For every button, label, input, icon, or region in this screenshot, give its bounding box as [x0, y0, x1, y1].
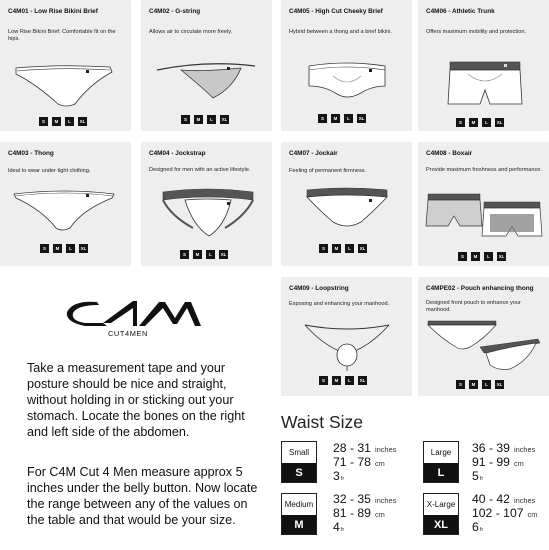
size-s[interactable]: S: [39, 117, 48, 126]
product-description: Ideal to wear under tight clothing.: [8, 168, 91, 174]
product-card-c4m03[interactable]: [0, 142, 131, 266]
size-s[interactable]: S: [456, 118, 465, 127]
size-xl[interactable]: XL: [80, 246, 87, 251]
size-box-x-large: [423, 493, 459, 535]
product-description: Designed front pouch to enhance your manhood.: [426, 300, 521, 314]
product-description: Offers maximum mobility and protection.: [426, 29, 526, 35]
loopstring-illustration: [281, 323, 412, 373]
size-s[interactable]: S: [318, 114, 327, 123]
product-title: C4M04 - Jockstrap: [149, 150, 206, 157]
size-m[interactable]: M: [471, 252, 480, 261]
size-s[interactable]: S: [458, 252, 467, 261]
size-l[interactable]: L: [66, 244, 75, 253]
size-m[interactable]: M: [331, 114, 340, 123]
bikini-brief-illustration: [0, 62, 131, 112]
product-title: C4M08 - Boxair: [426, 150, 473, 157]
size-xl[interactable]: XL: [359, 378, 366, 383]
size-m[interactable]: M: [52, 117, 61, 126]
size-name: Large: [430, 448, 452, 457]
product-card-c4m04[interactable]: [141, 142, 272, 266]
size-l[interactable]: L: [345, 376, 354, 385]
size-code: L: [424, 463, 458, 482]
product-card-c4m05[interactable]: [281, 0, 412, 131]
product-description: Exposing and enhancing your manhood.: [289, 301, 390, 307]
size-name: Medium: [284, 500, 314, 509]
size-options: [318, 114, 366, 123]
cheeky-brief-illustration: [281, 58, 412, 106]
size-l[interactable]: L: [206, 250, 215, 259]
size-m[interactable]: M: [332, 376, 341, 385]
x-large-cm: 102 - 107 cm: [472, 506, 538, 520]
large-fr: 5fr: [472, 469, 484, 483]
product-card-c4m02[interactable]: [141, 0, 272, 131]
size-s[interactable]: S: [319, 376, 328, 385]
product-card-c4mpe02[interactable]: [418, 277, 549, 396]
size-box-medium: [281, 493, 317, 535]
size-options: [456, 380, 504, 389]
size-options: [456, 118, 504, 127]
brand-tagline: CUT4MEN: [108, 329, 148, 338]
size-l[interactable]: L: [482, 380, 491, 389]
size-options: [40, 244, 88, 253]
size-s[interactable]: S: [456, 380, 465, 389]
size-xl[interactable]: XL: [221, 117, 228, 122]
medium-inches: 32 - 35 inches: [333, 492, 397, 506]
product-title: C4M02 - G-string: [149, 8, 201, 15]
product-description: Hybrid between a thong and a brief bikini.: [289, 29, 392, 35]
size-m[interactable]: M: [53, 244, 62, 253]
medium-fr: 4fr: [333, 520, 345, 534]
product-card-c4m07[interactable]: [281, 142, 412, 266]
size-s[interactable]: S: [319, 244, 328, 253]
size-box-large: [423, 441, 459, 483]
size-xl[interactable]: XL: [358, 116, 365, 121]
product-title: C4M05 - High Cut Cheeky Brief: [289, 8, 383, 15]
product-title: C4M01 - Low Rise Bikini Brief: [8, 8, 98, 15]
product-title: C4M06 - Athletic Trunk: [426, 8, 495, 15]
product-description: Feeling of permanent firmness.: [289, 168, 367, 174]
product-title: C4M03 - Thong: [8, 150, 54, 157]
size-name: X-Large: [426, 500, 456, 509]
product-description: Designed for men with an active lifestyle.: [149, 167, 251, 173]
size-name: Small: [288, 448, 309, 457]
size-code: S: [282, 463, 316, 482]
pouch-thong-illustration: [418, 317, 549, 377]
large-cm: 91 - 99 cm: [472, 455, 524, 469]
x-large-fr: 6fr: [472, 520, 484, 534]
product-description: Provide maximum freshness and performance.: [426, 167, 542, 173]
size-m[interactable]: M: [193, 250, 202, 259]
size-xl[interactable]: XL: [79, 119, 86, 124]
product-title: C4M07 - Jockair: [289, 150, 338, 157]
size-m[interactable]: M: [469, 118, 478, 127]
waist-size-title: Waist Size: [281, 412, 364, 432]
size-code: XL: [424, 515, 458, 534]
small-fr: 3fr: [333, 469, 345, 483]
jockstrap-illustration: [141, 186, 272, 242]
product-title: C4MPE02 - Pouch enhancing thong: [426, 285, 534, 292]
size-options: [319, 376, 367, 385]
size-s[interactable]: S: [40, 244, 49, 253]
large-inches: 36 - 39 inches: [472, 441, 536, 455]
size-xl[interactable]: XL: [496, 120, 503, 125]
size-l[interactable]: L: [65, 117, 74, 126]
product-description: Low Rise Bikini Brief: Comfortable fit on the hips.: [8, 29, 116, 43]
size-options: [458, 252, 506, 261]
athletic-trunk-illustration: [418, 60, 549, 112]
size-l[interactable]: L: [345, 244, 354, 253]
measurement-location-instructions: For C4M Cut 4 Men measure approx 5 inches under the belly button. Now locate the range between any of the values on the table and that would be your size.: [27, 465, 258, 527]
thong-illustration: [0, 184, 131, 236]
size-box-small: [281, 441, 317, 483]
boxair-illustration: [418, 188, 549, 240]
size-l[interactable]: L: [207, 115, 216, 124]
product-card-c4m01[interactable]: [0, 0, 131, 131]
size-s[interactable]: S: [180, 250, 189, 259]
small-inches: 28 - 31 inches: [333, 441, 397, 455]
size-l[interactable]: L: [482, 118, 491, 127]
size-xl[interactable]: XL: [498, 254, 505, 259]
size-s[interactable]: S: [181, 115, 190, 124]
size-xl[interactable]: XL: [359, 246, 366, 251]
size-m[interactable]: M: [194, 115, 203, 124]
product-description: Allows air to circulate more freely.: [149, 29, 233, 35]
jockair-illustration: [281, 186, 412, 236]
x-large-inches: 40 - 42 inches: [472, 492, 536, 506]
size-l[interactable]: L: [484, 252, 493, 261]
size-options: [39, 117, 87, 126]
size-xl[interactable]: XL: [496, 382, 503, 387]
size-code: M: [282, 515, 316, 534]
product-card-c4m09[interactable]: [281, 277, 412, 396]
small-cm: 71 - 78 cm: [333, 455, 385, 469]
product-title: C4M09 - Loopstring: [289, 285, 349, 292]
g-string-illustration: [141, 58, 272, 110]
size-options: [180, 250, 228, 259]
size-options: [319, 244, 367, 253]
product-card-c4m06[interactable]: [418, 0, 549, 131]
size-xl[interactable]: XL: [220, 252, 227, 257]
measurement-instructions: Take a measurement tape and your posture should be nice and straight, without holding in or sticking out your stomach. Locate the bones on the right and left side of the abdomen.: [27, 361, 245, 439]
size-options: [181, 115, 229, 124]
size-l[interactable]: L: [344, 114, 353, 123]
size-m[interactable]: M: [469, 380, 478, 389]
product-card-c4m08[interactable]: [418, 142, 549, 266]
medium-cm: 81 - 89 cm: [333, 506, 385, 520]
size-m[interactable]: M: [332, 244, 341, 253]
